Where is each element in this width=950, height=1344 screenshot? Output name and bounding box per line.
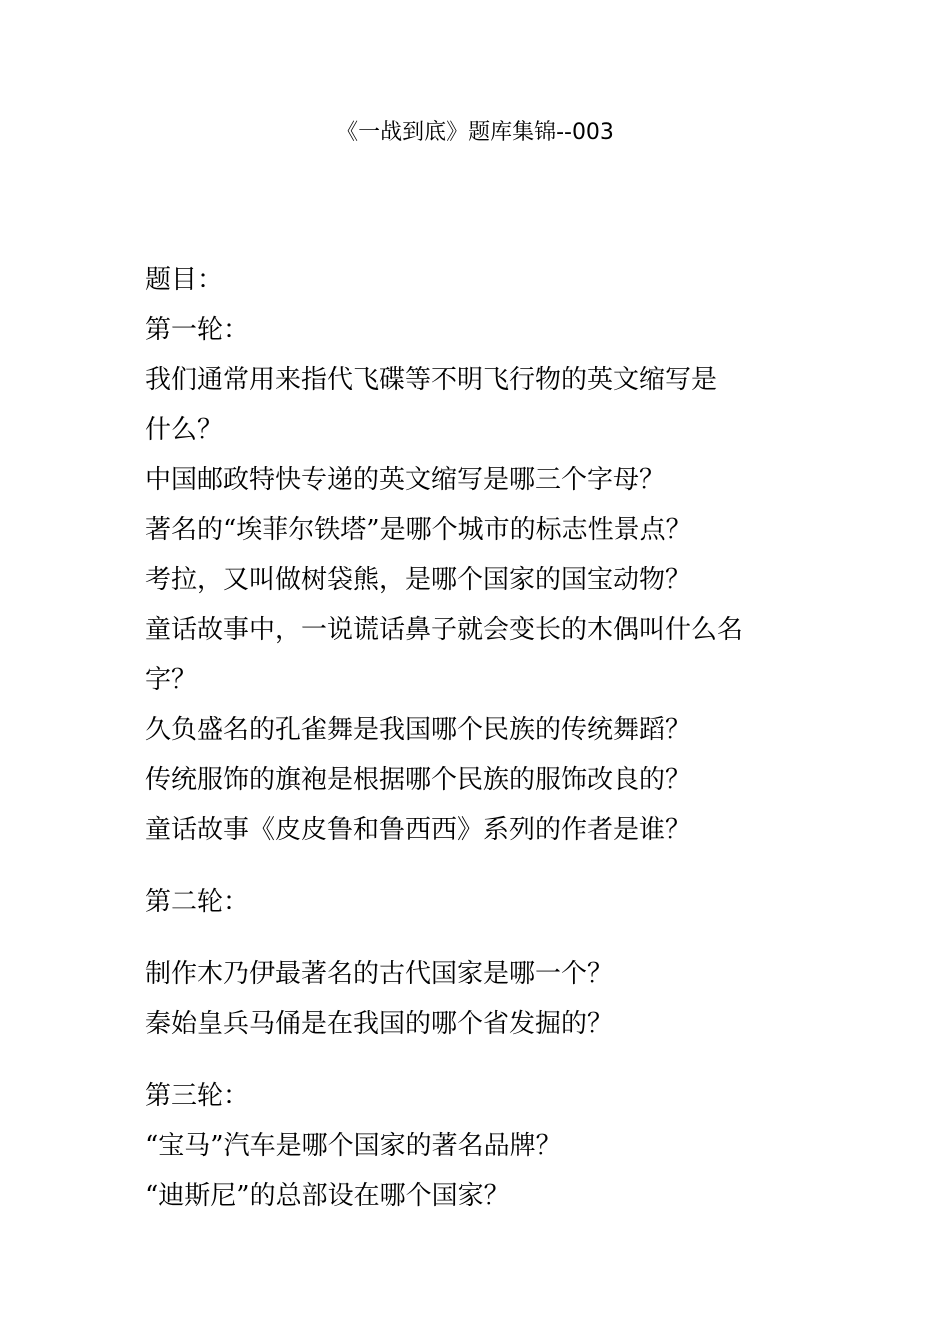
question-line: 童话故事《皮皮鲁和鲁西西》系列的作者是谁？ bbox=[145, 815, 692, 845]
section-gap bbox=[145, 927, 815, 949]
round-1-label: 第一轮： bbox=[145, 315, 250, 345]
questions-heading: 题目： bbox=[145, 265, 224, 295]
question-line: 我们通常用来指代飞碟等不明飞行物的英文缩写是 bbox=[145, 365, 718, 395]
question-line: 著名的“埃菲尔铁塔”是哪个城市的标志性景点？ bbox=[145, 515, 692, 545]
question-line: 传统服饰的旗袍是根据哪个民族的服饰改良的？ bbox=[145, 765, 692, 795]
section-gap bbox=[145, 1049, 815, 1071]
question-line: 久负盛名的孔雀舞是我国哪个民族的传统舞蹈？ bbox=[145, 715, 692, 745]
question-line: 中国邮政特快专递的英文缩写是哪三个字母？ bbox=[145, 465, 666, 495]
page-title: 《一战到底》题库集锦--003 bbox=[336, 120, 614, 145]
section-gap bbox=[145, 855, 815, 877]
document-body bbox=[145, 255, 815, 1221]
question-line: 童话故事中，一说谎话鼻子就会变长的木偶叫什么名 bbox=[145, 615, 744, 645]
question-line: 字？ bbox=[145, 665, 198, 695]
question-line: 考拉，又叫做树袋熊，是哪个国家的国宝动物？ bbox=[145, 565, 692, 595]
round-3-label: 第三轮： bbox=[145, 1081, 250, 1111]
question-line: “迪斯尼”的总部设在哪个国家？ bbox=[145, 1181, 510, 1211]
question-line: “宝马”汽车是哪个国家的著名品牌？ bbox=[145, 1131, 562, 1161]
question-line: 秦始皇兵马俑是在我国的哪个省发掘的？ bbox=[145, 1009, 614, 1039]
question-line: 什么？ bbox=[145, 415, 224, 445]
question-line: 制作木乃伊最著名的古代国家是哪一个？ bbox=[145, 959, 614, 989]
round-2-label: 第二轮： bbox=[145, 887, 250, 917]
